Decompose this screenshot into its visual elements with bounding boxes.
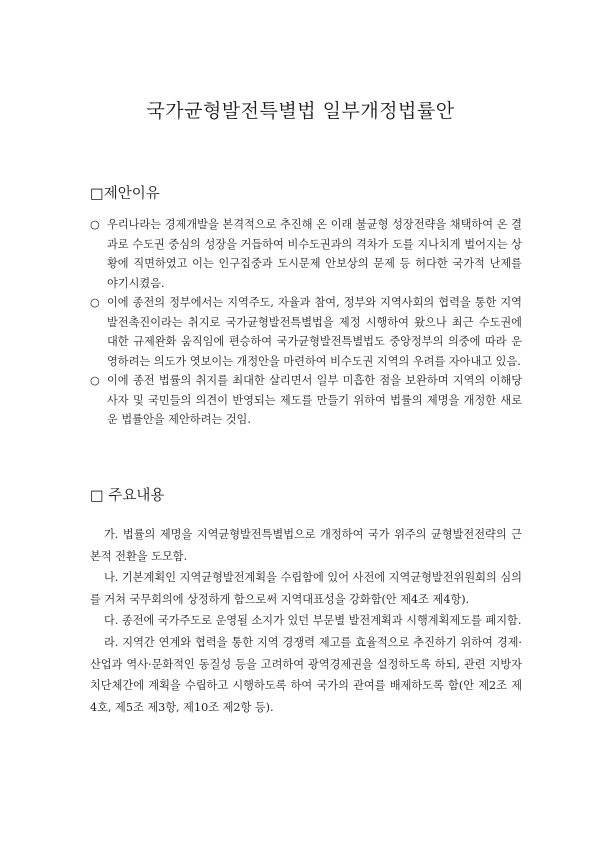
reason-text: 우리나라는 경제개발을 본격적으로 추진해 온 이래 불균형 성장전략을 채택하여 온 결과로 수도권 중심의 성장을 거듭하여 비수도권과의 격차가 도를 지나치게 벌어지는 상황에 직면하였고 이는 인구집중과 도시문제 안보상의 문제 등 허다한 국가적 난제를 야기시켰음.: [107, 218, 522, 290]
contents-list: [90, 524, 522, 718]
reason-item: [90, 215, 522, 293]
content-item: 라. 지역간 연계와 협력을 통한 지역 경쟁력 제고를 효율적으로 추진하기 위하여 경제·산업과 역사·문화적인 동질성 등을 고려하여 광역경제권을 설정하도록 하되, 관련 지방자치단체간에 계획을 수립하고 시행하도록 하여 국가의 관여를 배제하도록 함(안 제2조 제4호, 제5조 제3항, 제10조 제2항 등).: [90, 635, 522, 714]
document-title: 국가균형발전특별법 일부개정법률안: [146, 100, 455, 122]
content-item: 나. 기본계획인 지역균형발전계획을 수립함에 있어 사전에 지역균형발전위원회의 심의를 거쳐 국무회의에 상정하게 함으로써 지역대표성을 강화함(안 제4조 제4항).: [90, 571, 522, 606]
reasons-heading: □제안이유: [90, 186, 160, 202]
reason-item: [90, 371, 522, 430]
reasons-list: [90, 215, 522, 430]
reason-text: 이에 종전 법률의 취지를 최대한 살리면서 일부 미흡한 점을 보완하며 지역의 이해당사자 및 국민들의 의견이 반영되는 제도를 만들기 위하여 법률의 제명을 개정한 새로운 법률안을 제안하려는 것임.: [107, 374, 522, 426]
content-item: 가. 법률의 제명을 지역균형발전특별법으로 개정하여 국가 위주의 균형발전전략의 근본적 전환을 도모함.: [90, 528, 522, 563]
reason-text: 이에 종전의 정부에서는 지역주도, 자율과 참여, 정부와 지역사회의 협력을 통한 지역발전촉진이라는 취지로 국가균형발전특별법을 제정 시행하여 왔으나 최근 수도권에 대한 규제완화 움직임에 편승하여 국가균형발전특별법도 중앙정부의 의중에 따라 운영하려는 의도가 엿보이는 개정안을 마련하여 비수도권 지역의 우려를 자아내고 있음.: [107, 296, 522, 368]
circle-bullet-icon: ○: [90, 374, 100, 387]
circle-bullet-icon: ○: [90, 296, 100, 309]
circle-bullet-icon: ○: [90, 218, 100, 231]
contents-heading: □ 주요내용: [90, 488, 165, 504]
reason-item: [90, 293, 522, 371]
content-item: 다. 종전에 국가주도로 운영될 소지가 있던 부문별 발전계획과 시행계획제도를 폐지함.: [104, 614, 522, 628]
